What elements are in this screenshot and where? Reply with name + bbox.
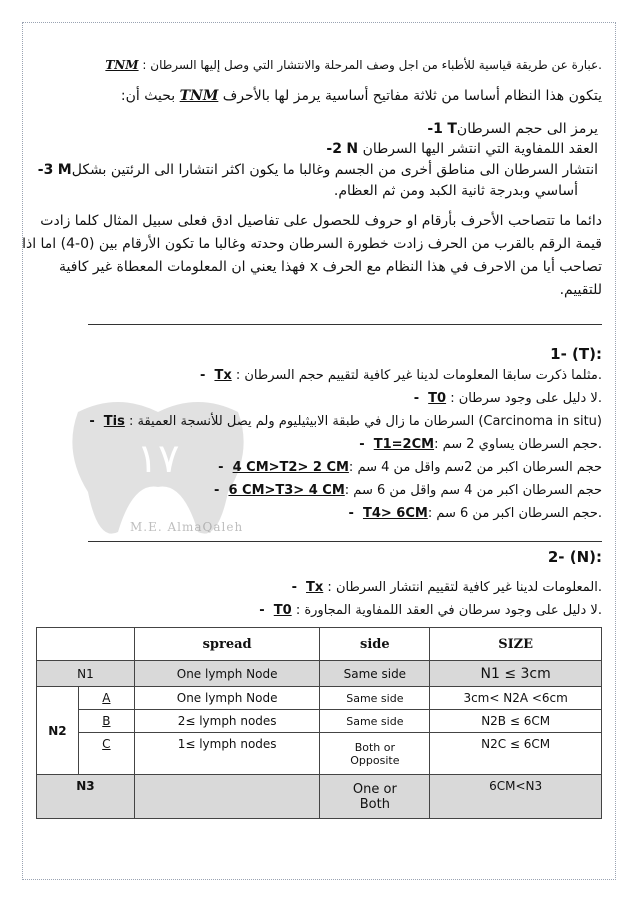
tnm-term: TNM <box>105 58 139 72</box>
section-t-heading: 1- (T): <box>550 345 602 363</box>
header-spread: spread <box>134 628 320 661</box>
header-blank <box>37 628 135 661</box>
header-side: side <box>320 628 430 661</box>
cell-n2a-side: Same side <box>320 687 430 710</box>
table-row-n2a <box>37 687 602 710</box>
list-item-n: -2 N العقد اللمفاوية التي انتشر اليها السرطان <box>326 141 598 157</box>
cell-n2b-sub: B <box>78 710 134 733</box>
cell-n2a-spread: One lymph Node <box>134 687 320 710</box>
cell-n2c-side: Both or Opposite <box>320 733 430 775</box>
t-item-t1: - T1=2CM: حجم السرطان يساوي 2 سم. <box>359 437 602 452</box>
list-item-m-continued: أساسي وبدرجة ثانية الكبد ومن ثم العظام. <box>333 183 578 199</box>
list-item-t: -1 Tيرمز الى حجم السرطان <box>427 121 598 137</box>
paragraph-line-1: دائما ما تتصاحب الأحرف بأرقام او حروف للحصول على تفاصيل ادق فعلى سبيل المثال كلما زادت <box>40 213 602 229</box>
cell-n2a-sub: A <box>78 687 134 710</box>
table-row-n2b <box>37 710 602 733</box>
cell-n2b-spread: 2≤ lymph nodes <box>134 710 320 733</box>
cell-n1-side: Same side <box>320 661 430 687</box>
cell-n1-spread: One lymph Node <box>134 661 320 687</box>
table-row-n2c <box>37 733 602 775</box>
t-item-t0: - T0 : لا دليل على وجود سرطان. <box>413 391 602 406</box>
cell-n1-size: N1 ≤ 3cm <box>430 661 602 687</box>
cell-n2b-size: N2B ≤ 6CM <box>430 710 602 733</box>
n-item-tx: - Tx : المعلومات لدينا غير كافية لتقييم انتشار السرطان. <box>291 580 602 595</box>
tnm-system-line: يتكون هذا النظام أساسا من ثلاثة مفاتيح أساسية يرمز لها بالأحرف TNM بحيث أن: <box>120 88 602 104</box>
cell-n2c-sub: C <box>78 733 134 775</box>
paragraph-line-3: تصاحب أيا من الاحرف في هذا النظام مع الحرف x فهذا يعني ان المعلومات المعطاة غير كافية <box>59 259 602 275</box>
cell-n3-spread <box>134 775 320 819</box>
paragraph-line-2: قيمة الرقم بالقرب من الحرف زادت خطورة السرطان وحدته وغالبا ما تكون الأرقام بين (0-4) اما اذا <box>22 236 602 252</box>
table-row-n3 <box>37 775 602 819</box>
header-size: SIZE <box>430 628 602 661</box>
cell-n2c-size: N2C ≤ 6CM <box>430 733 602 775</box>
t-item-tis: - Tis : السرطان ما زال في طبقة الابيثيليوم ولم يصل للأنسجة العميقة (Carcinoma in situ) <box>89 414 602 429</box>
cell-n2-label: N2 <box>37 687 79 775</box>
t-item-t2: - 4 CM>T2> 2 CM: حجم السرطان اكبر من 2سم واقل من 4 سم <box>218 460 602 475</box>
watermark-text: M.E. AlmaQaleh <box>130 520 244 534</box>
n-staging-table <box>36 627 602 819</box>
n-item-t0: - T0 : لا دليل على وجود سرطان في العقد اللمفاوية المجاورة. <box>259 603 602 618</box>
divider-2 <box>88 541 602 542</box>
cell-n2c-spread: 1≤ lymph nodes <box>134 733 320 775</box>
section-n-heading: 2- (N): <box>547 548 602 566</box>
t-item-t3: - 6 CM>T3> 4 CM: حجم السرطان اكبر من 4 سم واقل من 6 سم <box>214 483 602 498</box>
t-item-tx: - Tx : مثلما ذكرت سابقا المعلومات لدينا غير كافية لتقييم حجم السرطان. <box>200 368 602 383</box>
svg-text:١٧: ١٧ <box>136 436 180 482</box>
cell-n1-label: N1 <box>37 661 135 687</box>
cell-n2a-size: 3cm< N2A <6cm <box>430 687 602 710</box>
table-header-row <box>37 628 602 661</box>
cell-n3-label: N3 <box>37 775 135 819</box>
cell-n2b-side: Same side <box>320 710 430 733</box>
paragraph-line-4: للتقييم. <box>559 282 602 298</box>
cell-n3-size: 6CM<N3 <box>430 775 602 819</box>
list-item-m: -3 Mانتشار السرطان الى مناطق أخرى من الجسم وغالبا ما يكون اكثر انتشارا الى الرئتين بشكل <box>37 162 598 178</box>
divider-1 <box>88 324 602 325</box>
cell-n3-side: One or Both <box>320 775 430 819</box>
table-row-n1 <box>37 661 602 687</box>
tnm-definition: TNM : عبارة عن طريقة قياسية للأطباء من اجل وصف المرحلة والانتشار التي وصل إليها السرطان. <box>105 58 602 72</box>
t-item-t4: - T4> 6CM: حجم السرطان اكبر من 6 سم. <box>348 506 602 521</box>
